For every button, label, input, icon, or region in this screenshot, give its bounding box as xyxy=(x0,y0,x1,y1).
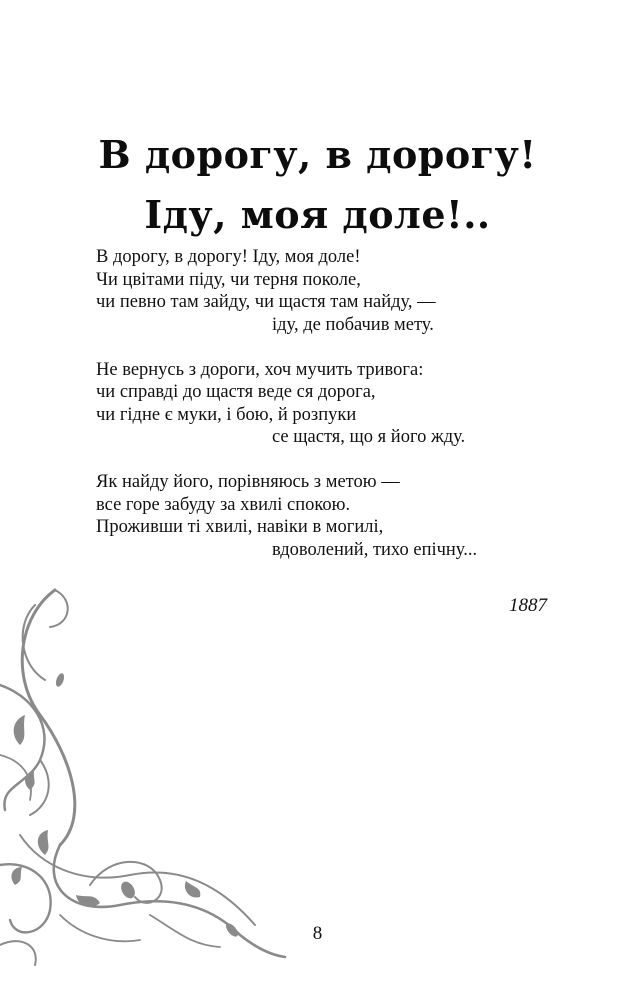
stanza-2 xyxy=(96,359,536,449)
verse-line: все горе забуду за хвилі спокою. xyxy=(96,494,351,515)
verse-line: В дорогу, в дорогу! Іду, моя доле! xyxy=(96,247,361,267)
verse-line: чи гідне є муки, і бою, й розпуки xyxy=(96,404,357,425)
stanza-1 xyxy=(96,246,536,336)
verse-line: Як найду його, порівняюсь з метою — xyxy=(96,472,400,492)
poem-title xyxy=(0,125,635,245)
verse-line: Чи цвітами піду, чи терня поколе, xyxy=(96,269,361,290)
verse-line-refrain: вдоволений, тихо епічну... xyxy=(272,539,478,560)
verse-line: чи певно там зайду, чи щастя там найду, — xyxy=(96,292,436,312)
verse-line: Проживши ті хвилі, навіки в могилі, xyxy=(96,517,384,537)
stanza-3 xyxy=(96,471,536,561)
verse-line: чи справді до щастя веде ся дорога, xyxy=(96,382,376,402)
verse-line-refrain: іду, де побачив мету. xyxy=(272,314,434,335)
poem-date: 1887 xyxy=(509,595,547,616)
poem-title-line-2: Іду, моя доле!.. xyxy=(144,192,491,238)
verse-line-refrain: се щастя, що я його жду. xyxy=(272,427,466,447)
verse-line: Не вернусь з дороги, хоч мучить тривога: xyxy=(96,359,424,380)
poem-title-line-1: В дорогу, в дорогу! xyxy=(98,132,537,178)
floral-ornament-icon xyxy=(0,585,300,970)
poem-body xyxy=(96,246,536,584)
page-number: 8 xyxy=(312,923,323,944)
